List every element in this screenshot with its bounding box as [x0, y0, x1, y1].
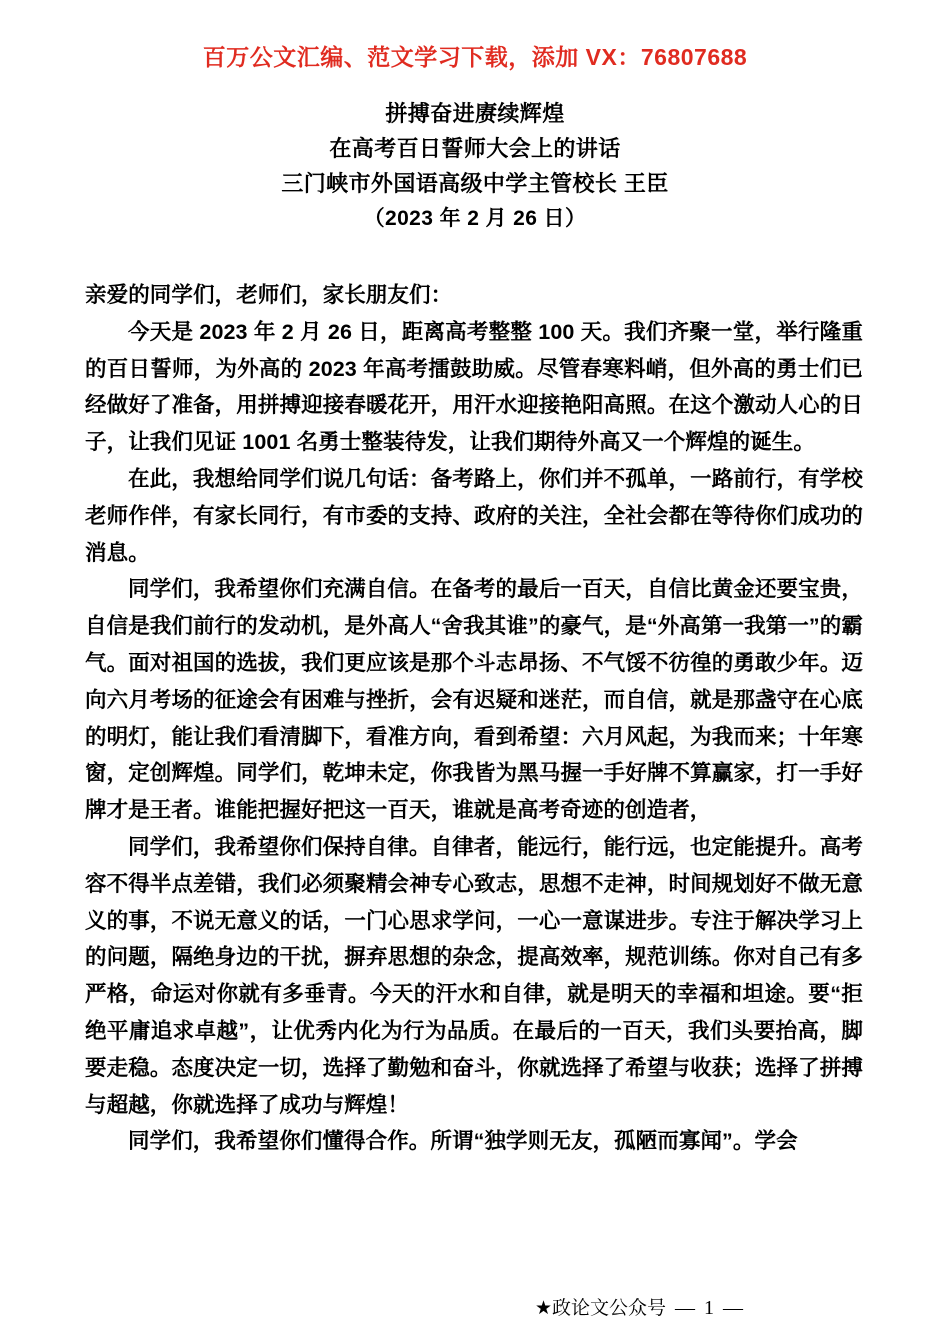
document-date-line: （2023 年 2 月 26 日） [363, 207, 587, 230]
paragraph-3: 同学们，我希望你们充满自信。在备考的最后一百天，自信比黄金还要宝贵，自信是我们前行的发动机，是外高人“舍我其谁”的豪气，是“外高第一我第一”的霸气。面对祖国的选拔，我们更应该是那个斗志昂扬、不气馁不彷徨的勇敢少年。迈向六月考场的征途会有困难与挫折，会有迟疑和迷茫，而自信，就是那盏守在心底的明灯，能让我们看清脚下，看准方向，看到希望：六月风起，为我而来；十年寒窗，定创辉煌。同学们，乾坤未定，你我皆为黑马握一手好牌不算赢家，打一手好牌才是王者。谁能把握好把这一百天，谁就是高考奇迹的创造者， [85, 577, 863, 823]
paragraph-5: 同学们，我希望你们懂得合作。所谓“独学则无友，孤陋而寡闻”。学会 [128, 1129, 798, 1154]
promo-header-text: 百万公文汇编、范文学习下载，添加 VX：76807688 [202, 44, 748, 70]
footer-inner [535, 1295, 745, 1322]
document-author-line: 三门峡市外国语高级中学主管校长 王臣 [281, 171, 669, 196]
paragraph-4: 同学们，我希望你们保持自律。自律者，能远行，能行远，也定能提升。高考容不得半点差错，我们必须聚精会神专心致志，思想不走神，时间规划好不做无意义的事，不说无意义的话，一门心思求学问，一心一意谋进步。专注于解决学习上的问题，隔绝身边的干扰，摒弃思想的杂念，提高效率，规范训练。你对自己有多严格，命运对你就有多垂青。今天的汗水和自律，就是明天的幸福和坦途。要“拒绝平庸追求卓越”，让优秀内化为行为品质。在最后的一百天，我们头要抬高，脚要走稳。态度决定一切，选择了勤勉和奋斗，你就选择了希望与收获；选择了拼搏与超越，你就选择了成功与辉煌！ [85, 834, 863, 1117]
document-body [85, 277, 863, 1160]
page-footer [0, 1295, 950, 1322]
title-block [0, 96, 950, 236]
paragraph-2: 在此，我想给同学们说几句话：备考路上，你们并不孤单，一路前行，有学校老师作伴，有家长同行，有市委的支持、政府的关注，全社会都在等待你们成功的消息。 [85, 466, 863, 565]
footer-brand-label: ★政论文公众号 [534, 1298, 667, 1319]
document-title-main: 拼搏奋进赓续辉煌 [385, 101, 565, 126]
salutation: 亲爱的同学们，老师们，家长朋友们： [85, 283, 453, 307]
document-title-subtitle: 在高考百日誓师大会上的讲话 [329, 136, 621, 161]
page-number: — 1 — [675, 1297, 746, 1319]
paragraph-1: 今天是 2023 年 2 月 26 日，距离高考整整 100 天。我们齐聚一堂，举行隆重的百日誓师，为外高的 2023 年高考擂鼓助威。尽管春寒料峭，但外高的勇士们已经做好了准备，用拼搏迎接春暖花开，用汗水迎接艳阳高照。在这个激动人心的日子，让我们见证 1001 名勇士整装待发，让我们期待外高又一个辉煌的诞生。 [85, 319, 863, 455]
